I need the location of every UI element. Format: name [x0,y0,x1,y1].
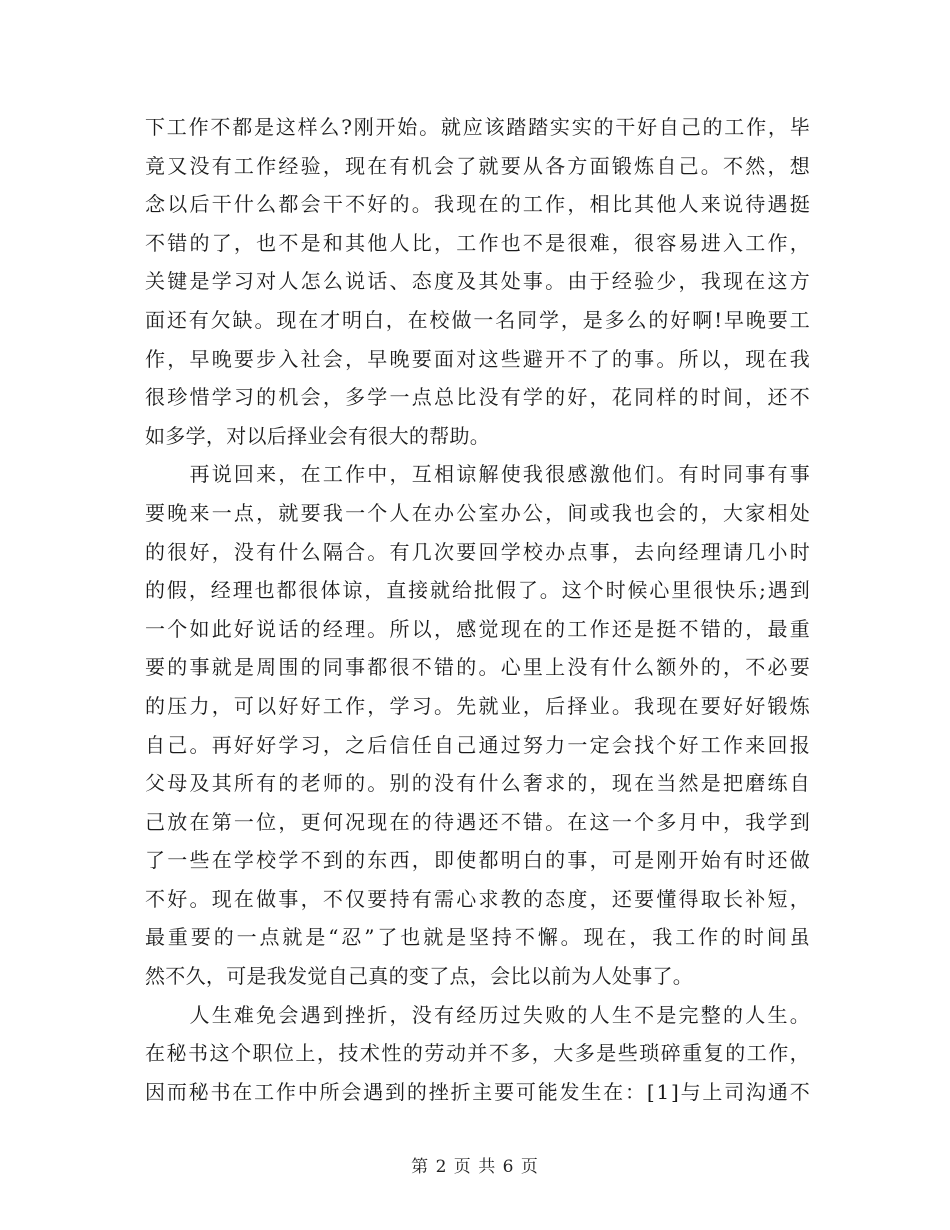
text-line: 然不久，可是我发觉自己真的变了点，会比以前为人处事了。 [145,964,694,989]
text-line: 如多学，对以后择业会有很大的帮助。 [145,423,491,448]
text-line: 下工作不都是这样么?刚开始。就应该踏踏实实的干好自己的工作，毕 [145,115,812,139]
text-line: 不错的了，也不是和其他人比，工作也不是很难，很容易进入工作， [145,230,812,255]
page-number-label: 第 2 页 共 6 页 [411,1157,539,1177]
text-line: 因而秘书在工作中所会遇到的挫折主要可能发生在：[1]与上司沟通不 [145,1079,812,1104]
text-line: 在秘书这个职位上，技术性的劳动并不多，大多是些琐碎重复的工作， [145,1041,812,1066]
text-line: 一个如此好说话的经理。所以，感觉现在的工作还是挺不错的，最重 [145,616,812,641]
text-line: 的假，经理也都很体谅，直接就给批假了。这个时候心里很快乐;遇到 [145,578,812,603]
text-line: 己放在第一位，更何况现在的待遇还不错。在这一个多月中，我学到 [145,809,812,834]
text-line: 最重要的一点就是“忍”了也就是坚持不懈。现在，我工作的时间虽 [145,925,813,950]
text-line: 要晚来一点，就要我一个人在办公室办公，间或我也会的，大家相处 [145,500,812,525]
text-line: 了一些在学校学不到的东西，即使都明白的事，可是刚开始有时还做 [145,848,812,873]
text-line: 再说回来，在工作中，互相谅解使我很感激他们。有时同事有事 [145,462,812,487]
text-line: 父母及其所有的老师的。别的没有什么奢求的，现在当然是把磨练自 [145,771,812,796]
text-line: 作，早晚要步入社会，早晚要面对这些避开不了的事。所以，现在我 [145,346,812,371]
text-line: 自己。再好好学习，之后信任自己通过努力一定会找个好工作来回报 [145,732,812,757]
text-line: 关键是学习对人怎么说话、态度及其处事。由于经验少，我现在这方 [145,269,812,294]
text-line: 要的事就是周围的同事都很不错的。心里上没有什么额外的，不必要 [145,655,812,680]
text-line: 竟又没有工作经验，现在有机会了就要从各方面锻炼自己。不然，想 [145,153,812,178]
text-line: 人生难免会遇到挫折，没有经历过失败的人生不是完整的人生。 [145,1002,812,1027]
text-line: 很珍惜学习的机会，多学一点总比没有学的好，花同样的时间，还不 [145,385,812,410]
body-text [145,108,813,1111]
text-line: 念以后干什么都会干不好的。我现在的工作，相比其他人来说待遇挺 [145,192,812,217]
text-line: 的很好，没有什么隔合。有几次要回学校办点事，去向经理请几小时 [145,539,812,564]
text-line: 面还有欠缺。现在才明白，在校做一名同学，是多么的好啊!早晚要工 [145,307,812,332]
page-footer [0,1152,950,1177]
text-line: 不好。现在做事，不仅要持有需心求教的态度，还要懂得取长补短， [145,886,812,911]
text-line: 的压力，可以好好工作，学习。先就业，后择业。我现在要好好锻炼 [145,693,812,718]
